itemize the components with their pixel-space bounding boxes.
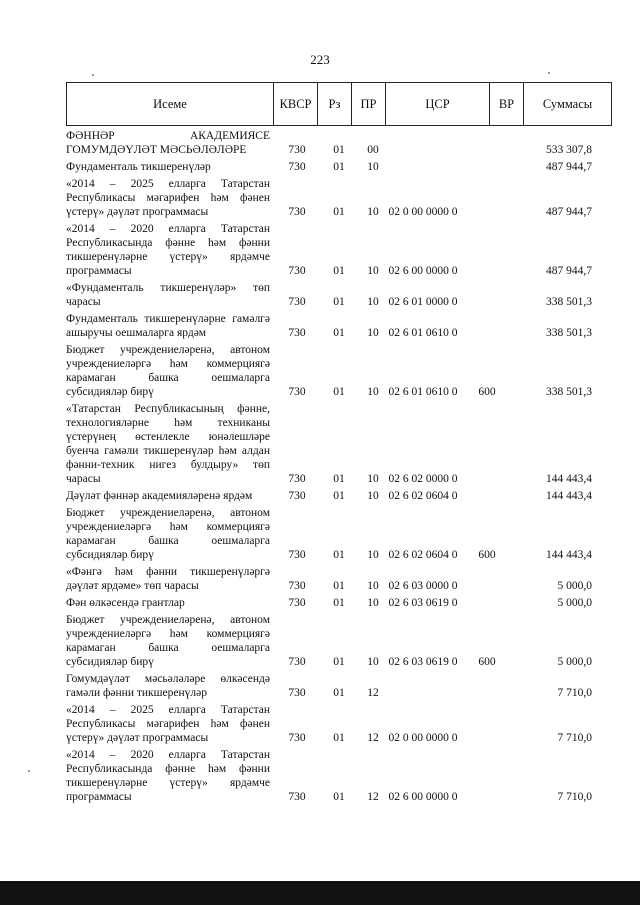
- row-sum: 487 944,7: [546, 265, 592, 277]
- row-kvsr: 730: [288, 327, 306, 339]
- scan-border: [0, 881, 640, 905]
- row-sum: 144 443,4: [546, 549, 592, 561]
- row-kvsr: 730: [288, 206, 306, 218]
- row-kvsr: 730: [288, 473, 306, 485]
- row-pr: 12: [367, 732, 379, 744]
- row-pr: 10: [367, 580, 379, 592]
- row-vr: 600: [478, 386, 496, 398]
- row-csr: 02 6 02 0604 0: [388, 490, 458, 502]
- row-kvsr: 730: [288, 490, 306, 502]
- table-row: [66, 312, 612, 340]
- row-name: Гомумдәүләт мәсьәләләре өлкәсендә гамәли фәнни тикшеренүләр: [66, 673, 270, 699]
- row-pr: 10: [367, 206, 379, 218]
- row-sum: 5 000,0: [557, 580, 592, 592]
- row-csr: 02 6 01 0000 0: [388, 296, 458, 308]
- row-pr: 10: [367, 597, 379, 609]
- row-kvsr: 730: [288, 656, 306, 668]
- row-kvsr: 730: [288, 296, 306, 308]
- row-sum: 144 443,4: [546, 473, 592, 485]
- row-pr: 10: [367, 473, 379, 485]
- header-csr: ЦСР: [385, 83, 489, 125]
- row-kvsr: 730: [288, 791, 306, 803]
- row-rz: 01: [333, 732, 345, 744]
- scan-speck: [28, 770, 30, 772]
- row-sum: 5 000,0: [557, 656, 592, 668]
- row-pr: 10: [367, 386, 379, 398]
- row-pr: 00: [367, 144, 379, 156]
- row-name: Бюджет учреждениеләренә, автоном учреждениеләргә һәм коммерциягә карамаган башка оешмаларга субсидияләр бирү: [66, 507, 270, 561]
- row-csr: 02 6 02 0000 0: [388, 473, 458, 485]
- row-name: Фән өлкәсендә грантлар: [66, 597, 185, 609]
- table-row: [66, 281, 612, 309]
- row-kvsr: 730: [288, 732, 306, 744]
- row-sum: 7 710,0: [557, 687, 592, 699]
- row-csr: 02 6 00 0000 0: [388, 265, 458, 277]
- header-name: Исеме: [153, 96, 187, 111]
- row-pr: 10: [367, 161, 379, 173]
- table-row: [66, 613, 612, 669]
- row-kvsr: 730: [288, 161, 306, 173]
- row-csr: 02 6 03 0619 0: [388, 597, 458, 609]
- row-sum: 338 501,3: [546, 327, 592, 339]
- row-name: «Фәнгә һәм фәнни тикшеренүләргә дәүләт ярдәме» төп чарасы: [66, 566, 270, 592]
- row-csr: 02 6 02 0604 0: [388, 549, 458, 561]
- scan-speck: [548, 72, 550, 74]
- header-pr: ПР: [351, 83, 385, 125]
- table-body: [66, 129, 612, 804]
- row-name: «2014 – 2020 елларга Татарстан Республикасында фәнне һәм фәнни тикшеренүләрне үстерү» ярдәмче программасы: [66, 749, 270, 803]
- row-pr: 12: [367, 791, 379, 803]
- row-rz: 01: [333, 656, 345, 668]
- row-name: «2014 – 2020 елларга Татарстан Республикасында фәнне һәм фәнни тикшеренүләрне үстерү» ярдәмче программасы: [66, 223, 270, 277]
- row-sum: 487 944,7: [546, 206, 592, 218]
- row-rz: 01: [333, 597, 345, 609]
- table-row: [66, 489, 612, 503]
- row-name: Бюджет учреждениеләренә, автоном учреждениеләргә һәм коммерциягә карамаган башка оешмаларга субсидияләр бирү: [66, 344, 270, 398]
- table-row: [66, 160, 612, 174]
- row-pr: 10: [367, 656, 379, 668]
- header-kvsr: КВСР: [273, 83, 317, 125]
- table-row: [66, 177, 612, 219]
- row-rz: 01: [333, 265, 345, 277]
- row-pr: 10: [367, 327, 379, 339]
- row-rz: 01: [333, 549, 345, 561]
- row-name: ФӘННӘР АКАДЕМИЯСЕ ГОМУМДӘҮЛӘТ МӘСЬӘЛӘЛӘРЕ: [66, 130, 270, 156]
- row-rz: 01: [333, 580, 345, 592]
- row-pr: 12: [367, 687, 379, 699]
- row-csr: 02 6 03 0619 0: [388, 656, 458, 668]
- row-pr: 10: [367, 265, 379, 277]
- row-kvsr: 730: [288, 580, 306, 592]
- row-rz: 01: [333, 791, 345, 803]
- table-row: [66, 703, 612, 745]
- row-csr: 02 0 00 0000 0: [388, 732, 458, 744]
- table-row: [66, 596, 612, 610]
- row-name: Дәүләт фәннәр академияләренә ярдәм: [66, 490, 253, 502]
- page-number: 223: [310, 52, 330, 67]
- row-kvsr: 730: [288, 687, 306, 699]
- row-csr: 02 0 00 0000 0: [388, 206, 458, 218]
- header-vr: ВР: [489, 83, 523, 125]
- row-vr: 600: [478, 549, 496, 561]
- row-csr: 02 6 01 0610 0: [388, 386, 458, 398]
- row-sum: 533 307,8: [546, 144, 592, 156]
- row-sum: 338 501,3: [546, 296, 592, 308]
- row-sum: 487 944,7: [546, 161, 592, 173]
- scan-speck: [92, 74, 94, 76]
- row-rz: 01: [333, 327, 345, 339]
- row-sum: 7 710,0: [557, 791, 592, 803]
- table-row: [66, 565, 612, 593]
- row-rz: 01: [333, 687, 345, 699]
- row-rz: 01: [333, 296, 345, 308]
- row-vr: 600: [478, 656, 496, 668]
- row-pr: 10: [367, 549, 379, 561]
- row-name: Бюджет учреждениеләренә, автоном учреждениеләргә һәм коммерциягә карамаган башка оешмаларга субсидияләр бирү: [66, 614, 270, 668]
- table-header: [66, 82, 612, 126]
- row-rz: 01: [333, 386, 345, 398]
- row-kvsr: 730: [288, 144, 306, 156]
- row-name: «Фундаменталь тикшеренүләр» төп чарасы: [66, 282, 270, 308]
- row-csr: 02 6 03 0000 0: [388, 580, 458, 592]
- table-row: [66, 343, 612, 399]
- row-kvsr: 730: [288, 597, 306, 609]
- row-pr: 10: [367, 296, 379, 308]
- row-rz: 01: [333, 144, 345, 156]
- row-rz: 01: [333, 206, 345, 218]
- row-name: Фундаменталь тикшеренүләрне гамәлгә ашыручы оешмаларга ярдәм: [66, 313, 270, 339]
- table-row: [66, 222, 612, 278]
- row-csr: 02 6 01 0610 0: [388, 327, 458, 339]
- row-rz: 01: [333, 490, 345, 502]
- row-name: «2014 – 2025 елларга Татарстан Республикасы мәгарифен һәм фәнен үстерү» дәүләт программасы: [66, 178, 270, 218]
- row-kvsr: 730: [288, 386, 306, 398]
- row-kvsr: 730: [288, 549, 306, 561]
- table-row: [66, 129, 612, 157]
- table-row: [66, 672, 612, 700]
- row-csr: 02 6 00 0000 0: [388, 791, 458, 803]
- table-row: [66, 748, 612, 804]
- header-sum: Суммасы: [523, 83, 611, 125]
- row-name: «2014 – 2025 елларга Татарстан Республикасы мәгарифен һәм фәнен үстерү» дәүләт программасы: [66, 704, 270, 744]
- row-sum: 144 443,4: [546, 490, 592, 502]
- row-pr: 10: [367, 490, 379, 502]
- row-name: Фундаменталь тикшеренүләр: [66, 161, 211, 173]
- header-rz: Рз: [317, 83, 351, 125]
- row-name: «Татарстан Республикасының фәнне, технологияләрне һәм техниканы үстерүнең өстенлекле юнәлешләре буенча гамәли тикшеренүләр һәм алдан фәнни-техник нигез булдыру» төп чарасы: [66, 403, 270, 485]
- row-sum: 7 710,0: [557, 732, 592, 744]
- table-row: [66, 402, 612, 486]
- row-kvsr: 730: [288, 265, 306, 277]
- row-rz: 01: [333, 473, 345, 485]
- row-sum: 5 000,0: [557, 597, 592, 609]
- table-row: [66, 506, 612, 562]
- row-rz: 01: [333, 161, 345, 173]
- row-sum: 338 501,3: [546, 386, 592, 398]
